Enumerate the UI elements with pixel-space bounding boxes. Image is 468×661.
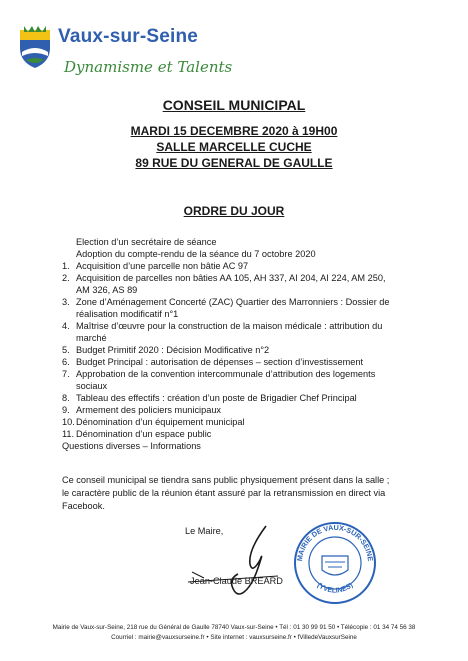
agenda-item-number: 3. [62,297,70,307]
agenda-item-text: marché [76,333,107,343]
town-tagline: Dynamisme et Talents [64,58,233,76]
meeting-address: 89 RUE DU GENERAL DE GAULLE [135,156,333,170]
agenda-item [62,428,407,440]
agenda-item-text: Budget Principal : autorisation de dépenses – section d’investissement [76,357,364,367]
agenda-item-number: 4. [62,321,70,331]
agenda-item-number: 11. [62,429,75,439]
agenda-item [62,296,407,320]
agenda-item-number: 5. [62,345,70,355]
agenda-preamble: Election d’un secrétaire de séance [76,237,217,247]
agenda-item [62,392,407,404]
agenda-item-text: Acquisition d’une parcelle non bâtie AC 97 [76,261,249,271]
agenda-item-text: Maîtrise d’œuvre pour la construction de la maison médicale : attribution du [76,321,383,331]
agenda-item-text: Armement des policiers municipaux [76,405,222,415]
agenda-item-text: réalisation modificatif n°1 [76,309,179,319]
agenda-item-number: 1. [62,261,70,271]
note-line: Ce conseil municipal se tiendra sans public physiquement présent dans la salle ; [62,475,390,485]
agenda-item [62,404,407,416]
town-logo [14,22,233,82]
agenda-item-text: Budget Primitif 2020 : Décision Modificative n°2 [76,345,270,355]
agenda-item-text: Zone d’Aménagement Concerté (ZAC) Quartier des Marronniers : Dossier de [76,297,390,307]
agenda-item [62,416,407,428]
broadcast-note [62,474,407,513]
footer-contact: Mairie de Vaux-sur-Seine, 218 rue du Général de Gaulle 78740 Vaux-sur-Seine • Tél : 01 30 99 91 50 • Télécopie : 01 34 74 56 38 [52,624,416,631]
agenda-item [62,356,407,368]
svg-text:MAIRIE DE VAUX-SUR-SEINE: MAIRIE DE VAUX-SUR-SEINE [294,522,375,562]
agenda-item-number: 2. [62,273,70,283]
meeting-date: MARDI 15 DECEMBRE 2020 à 19H00 [130,124,338,138]
agenda-item [62,320,407,344]
svg-text:(YVELINES): (YVELINES) [315,581,355,595]
agenda-item-number: 9. [62,405,70,415]
coat-of-arms-icon [14,22,56,70]
town-seal-stamp [292,520,378,606]
agenda-list [62,236,407,452]
agenda-preamble: Adoption du compte-rendu de la séance du 7 octobre 2020 [76,249,316,259]
agenda-item [62,260,407,272]
agenda-item [62,272,407,296]
agenda-item-text: Dénomination d’un équipement municipal [76,417,245,427]
agenda-item-number: 6. [62,357,70,367]
document-title: CONSEIL MUNICIPAL [162,97,306,113]
agenda-closing: Questions diverses – Informations [62,441,201,451]
agenda-item-number: 10. [62,417,75,427]
town-name: Vaux-sur-Seine [58,26,199,47]
agenda-item-text: AM 326, AS 89 [76,285,138,295]
agenda-item-text: Acquisition de parcelles non bâties AA 105, AH 337, AI 204, AI 224, AM 250, [76,273,386,283]
agenda-item-text: sociaux [76,381,108,391]
agenda-item [62,344,407,356]
agenda-item-number: 8. [62,393,70,403]
note-line: Facebook. [62,501,105,511]
meeting-venue: SALLE MARCELLE CUCHE [156,140,312,154]
agenda-item-text: Tableau des effectifs : création d’un poste de Brigadier Chef Principal [76,393,357,403]
footer-web: Courriel : mairie@vauxsurseine.fr • Site internet : vauxsurseine.fr • fVilledeVauxsurSeine [111,634,357,641]
signatory-name: Jean-Claude BREARD [190,576,283,586]
signatory-role: Le Maire, [185,526,224,536]
agenda-item [62,368,407,392]
agenda-item-text: Dénomination d’un espace public [76,429,212,439]
agenda-title: ORDRE DU JOUR [183,204,285,218]
agenda-item-number: 7. [62,369,70,379]
handwritten-signature [178,520,288,600]
agenda-item-text: Approbation de la convention intercommunale d’attribution des logements [76,369,376,379]
note-line: le caractère public de la réunion étant assuré par la retransmission en direct via [62,488,386,498]
